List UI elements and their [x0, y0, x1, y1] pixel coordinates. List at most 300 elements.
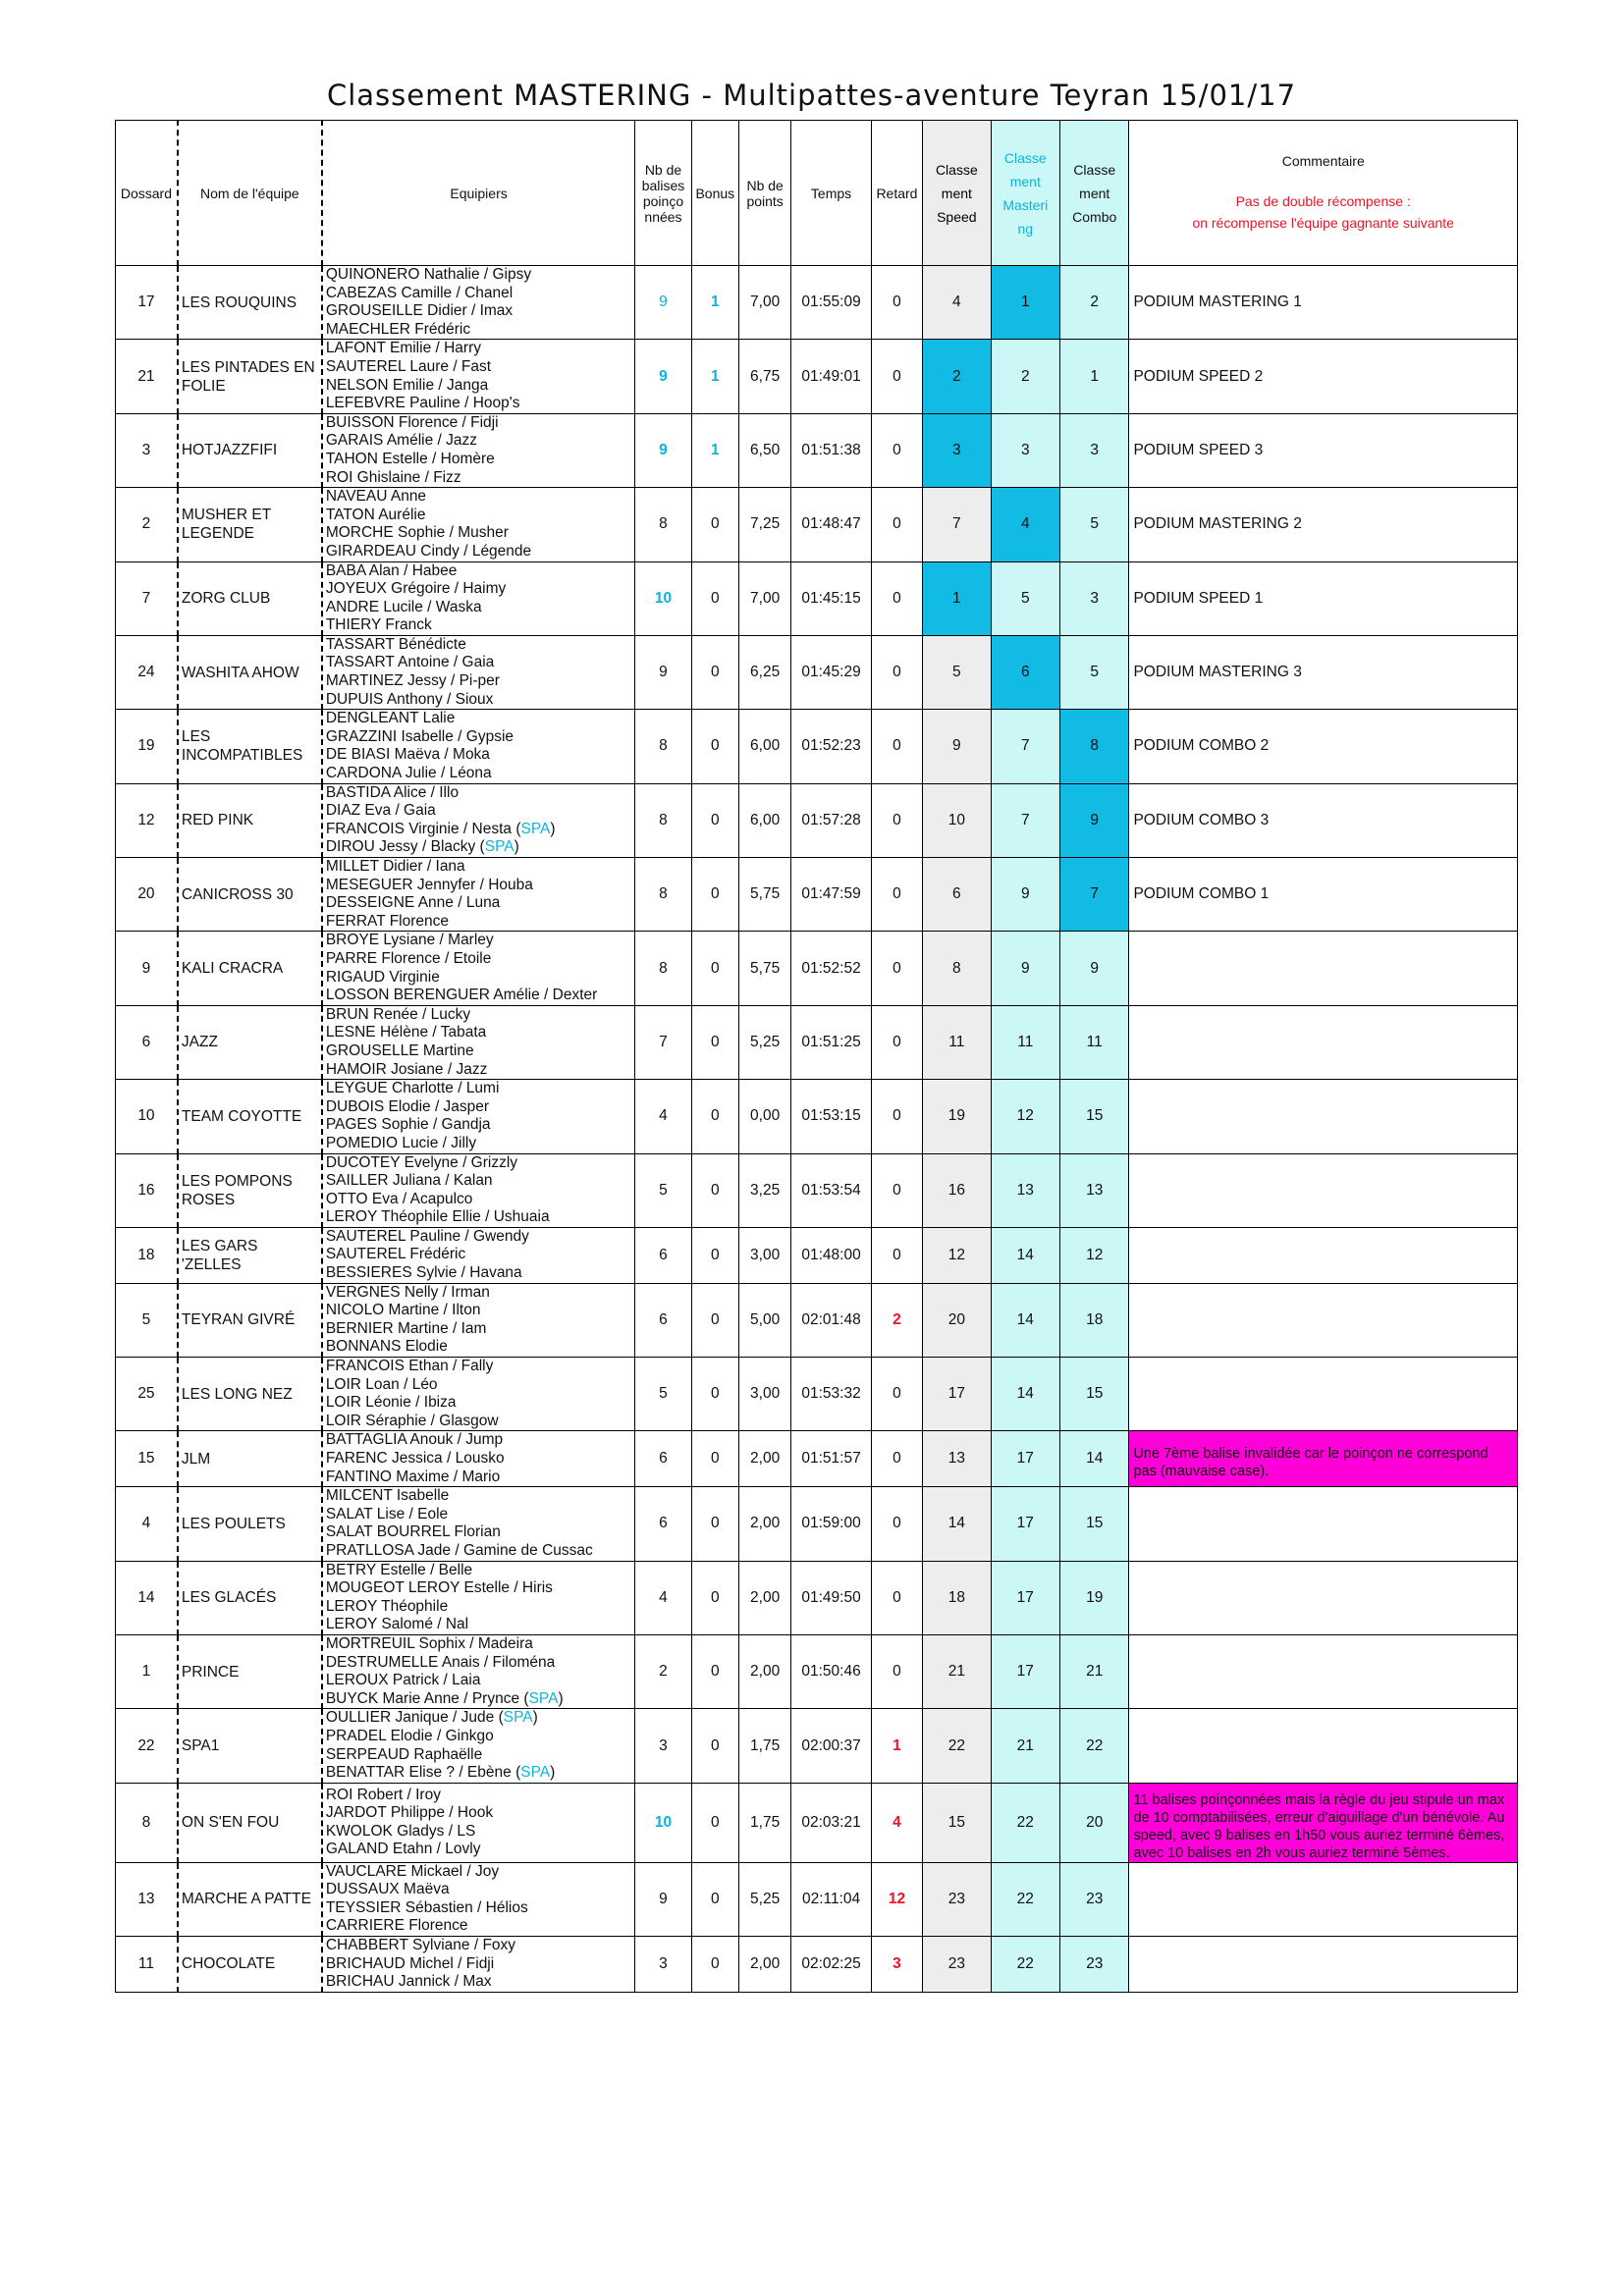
header-dossard: Dossard	[116, 121, 178, 266]
cell-commentaire: PODIUM SPEED 3	[1129, 413, 1518, 487]
cell-retard: 0	[871, 710, 922, 783]
cell-balises: 9	[635, 1862, 691, 1936]
cell-bonus: 1	[691, 266, 738, 340]
cell-classement-combo: 22	[1060, 1709, 1129, 1783]
cell-team-name: LES GLACÉS	[178, 1561, 322, 1634]
cell-commentaire: PODIUM MASTERING 1	[1129, 266, 1518, 340]
equipier-line: OULLIER Janique / Jude (SPA)	[325, 1709, 538, 1727]
header-balises: Nb de balises poinço nnées	[635, 121, 691, 266]
equipier-line: FRANCOIS Ethan / Fally	[325, 1358, 494, 1375]
equipier-line: PARRE Florence / Etoile	[325, 949, 492, 967]
cell-classement-combo: 5	[1060, 635, 1129, 709]
cell-balises: 6	[635, 1487, 691, 1561]
header-commentaire-label: Commentaire	[1281, 152, 1365, 169]
cell-bonus: 0	[691, 1153, 738, 1227]
equipier-line: MORCHE Sophie / Musher	[325, 524, 509, 542]
cell-classement-combo: 18	[1060, 1283, 1129, 1357]
cell-temps: 01:51:57	[791, 1431, 872, 1487]
cell-team-name: TEAM COYOTTE	[178, 1080, 322, 1153]
header-classement-combo: Classe ment Combo	[1060, 121, 1129, 266]
header-classement-speed: Classe ment Speed	[923, 121, 991, 266]
cell-equipiers	[322, 1487, 635, 1561]
cell-temps: 01:53:15	[791, 1080, 872, 1153]
cell-classement-speed: 9	[923, 710, 991, 783]
table-row	[116, 488, 1518, 561]
cell-balises: 10	[635, 1783, 691, 1862]
cell-classement-combo: 1	[1060, 340, 1129, 413]
equipier-line: QUINONERO Nathalie / Gipsy	[325, 266, 532, 283]
cell-equipiers	[322, 1937, 635, 1993]
cell-team-name: RED PINK	[178, 783, 322, 857]
cell-points: 2,00	[738, 1431, 790, 1487]
cell-points: 6,75	[738, 340, 790, 413]
cell-retard: 0	[871, 1227, 922, 1283]
equipier-line: DE BIASI Maëva / Moka	[325, 746, 490, 764]
cell-balises: 9	[635, 635, 691, 709]
cell-team-name: LES ROUQUINS	[178, 266, 322, 340]
cell-classement-mastering: 5	[991, 561, 1059, 635]
cell-bonus: 0	[691, 932, 738, 1005]
cell-classement-mastering: 22	[991, 1783, 1059, 1862]
cell-balises: 4	[635, 1561, 691, 1634]
cell-commentaire	[1129, 1358, 1518, 1431]
cell-equipiers	[322, 1561, 635, 1634]
table-row	[116, 1431, 1518, 1487]
cell-dossard: 8	[116, 1783, 178, 1862]
cell-bonus: 0	[691, 1709, 738, 1783]
cell-retard: 0	[871, 488, 922, 561]
cell-dossard: 5	[116, 1283, 178, 1357]
equipier-line: GIRARDEAU Cindy / Légende	[325, 542, 532, 560]
cell-team-name: ZORG CLUB	[178, 561, 322, 635]
table-row	[116, 1487, 1518, 1561]
cell-retard: 4	[871, 1783, 922, 1862]
equipier-line: DIROU Jessy / Blacky (SPA)	[325, 838, 519, 856]
spa-tag: SPA	[520, 1764, 551, 1782]
equipier-line: SAUTEREL Laure / Fast	[325, 357, 492, 375]
cell-bonus: 0	[691, 1005, 738, 1079]
cell-classement-speed: 11	[923, 1005, 991, 1079]
cell-equipiers	[322, 932, 635, 1005]
equipier-line: SALAT BOURREL Florian	[325, 1523, 501, 1541]
cell-points: 5,75	[738, 858, 790, 932]
cell-commentaire	[1129, 1634, 1518, 1708]
cell-equipiers	[322, 1153, 635, 1227]
cell-classement-mastering: 9	[991, 858, 1059, 932]
cell-bonus: 0	[691, 1937, 738, 1993]
equipier-line: MILLET Didier / Iana	[325, 858, 465, 875]
equipier-line: LEROY Théophile	[325, 1597, 449, 1615]
cell-classement-combo: 14	[1060, 1431, 1129, 1487]
cell-team-name: HOTJAZZFIFI	[178, 413, 322, 487]
cell-points: 3,00	[738, 1358, 790, 1431]
equipier-line: BABA Alan / Habee	[325, 561, 458, 579]
cell-points: 7,00	[738, 266, 790, 340]
cell-dossard: 11	[116, 1937, 178, 1993]
cell-points: 6,00	[738, 783, 790, 857]
cell-equipiers	[322, 858, 635, 932]
cell-points: 2,00	[738, 1487, 790, 1561]
cell-classement-speed: 13	[923, 1431, 991, 1487]
cell-team-name: JAZZ	[178, 1005, 322, 1079]
equipier-line: GROUSEILLE Didier / Imax	[325, 302, 514, 320]
cell-retard: 0	[871, 340, 922, 413]
cell-bonus: 0	[691, 1080, 738, 1153]
cell-commentaire	[1129, 1709, 1518, 1783]
cell-classement-speed: 16	[923, 1153, 991, 1227]
cell-temps: 01:52:23	[791, 710, 872, 783]
cell-bonus: 0	[691, 1783, 738, 1862]
table-row	[116, 1862, 1518, 1936]
cell-bonus: 0	[691, 1283, 738, 1357]
cell-points: 2,00	[738, 1634, 790, 1708]
cell-dossard: 16	[116, 1153, 178, 1227]
cell-bonus: 0	[691, 488, 738, 561]
cell-commentaire	[1129, 1283, 1518, 1357]
cell-classement-combo: 21	[1060, 1634, 1129, 1708]
table-row	[116, 783, 1518, 857]
equipier-line: GARAIS Amélie / Jazz	[325, 432, 478, 450]
equipier-line: THIERY Franck	[325, 616, 432, 634]
spa-tag: SPA	[528, 1689, 559, 1707]
cell-balises: 8	[635, 710, 691, 783]
cell-balises: 2	[635, 1634, 691, 1708]
equipier-line: PRATLLOSA Jade / Gamine de Cussac	[325, 1541, 593, 1559]
cell-commentaire: PODIUM SPEED 1	[1129, 561, 1518, 635]
cell-commentaire: PODIUM MASTERING 3	[1129, 635, 1518, 709]
cell-balises: 5	[635, 1358, 691, 1431]
header-bonus: Bonus	[691, 121, 738, 266]
cell-dossard: 7	[116, 561, 178, 635]
cell-balises: 9	[635, 266, 691, 340]
spa-tag: SPA	[503, 1709, 533, 1727]
equipier-line: SALAT Lise / Eole	[325, 1505, 449, 1522]
equipier-line: DUSSAUX Maëva	[325, 1881, 450, 1898]
equipier-line: PRADEL Elodie / Ginkgo	[325, 1727, 494, 1744]
cell-points: 2,00	[738, 1937, 790, 1993]
cell-dossard: 12	[116, 783, 178, 857]
cell-temps: 02:00:37	[791, 1709, 872, 1783]
cell-temps: 01:51:25	[791, 1005, 872, 1079]
cell-team-name: LES LONG NEZ	[178, 1358, 322, 1431]
equipier-line: LEFEBVRE Pauline / Hoop's	[325, 395, 520, 412]
table-row	[116, 710, 1518, 783]
cell-bonus: 0	[691, 1487, 738, 1561]
cell-points: 5,75	[738, 932, 790, 1005]
cell-classement-mastering: 14	[991, 1227, 1059, 1283]
cell-commentaire	[1129, 1862, 1518, 1936]
cell-dossard: 9	[116, 932, 178, 1005]
cell-bonus: 0	[691, 710, 738, 783]
cell-balises: 4	[635, 1080, 691, 1153]
cell-bonus: 0	[691, 1862, 738, 1936]
equipier-line: LEYGUE Charlotte / Lumi	[325, 1080, 500, 1097]
cell-team-name: ON S'EN FOU	[178, 1783, 322, 1862]
cell-dossard: 6	[116, 1005, 178, 1079]
equipier-line: MESEGUER Jennyfer / Houba	[325, 876, 533, 893]
equipier-line: OTTO Eva / Acapulco	[325, 1190, 473, 1207]
cell-dossard: 20	[116, 858, 178, 932]
cell-temps: 01:48:47	[791, 488, 872, 561]
equipier-line: FARENC Jessica / Lousko	[325, 1450, 505, 1467]
cell-bonus: 0	[691, 1358, 738, 1431]
cell-team-name: SPA1	[178, 1709, 322, 1783]
cell-retard: 0	[871, 1487, 922, 1561]
header-equipiers: Equipiers	[322, 121, 635, 266]
cell-temps: 01:50:46	[791, 1634, 872, 1708]
cell-balises: 6	[635, 1283, 691, 1357]
cell-retard: 1	[871, 1709, 922, 1783]
cell-dossard: 13	[116, 1862, 178, 1936]
cell-team-name: PRINCE	[178, 1634, 322, 1708]
cell-retard: 0	[871, 266, 922, 340]
header-classement-mastering: Classe ment Masteri ng	[991, 121, 1059, 266]
equipier-line: CARDONA Julie / Léona	[325, 765, 492, 782]
equipier-line: HAMOIR Josiane / Jazz	[325, 1060, 488, 1078]
equipier-line: DUPUIS Anthony / Sioux	[325, 690, 494, 708]
cell-temps: 02:11:04	[791, 1862, 872, 1936]
cell-classement-speed: 15	[923, 1783, 991, 1862]
equipier-line: LAFONT Emilie / Harry	[325, 340, 481, 357]
cell-retard: 0	[871, 932, 922, 1005]
cell-classement-combo: 8	[1060, 710, 1129, 783]
cell-classement-speed: 14	[923, 1487, 991, 1561]
cell-classement-speed: 17	[923, 1358, 991, 1431]
cell-classement-mastering: 17	[991, 1431, 1059, 1487]
cell-temps: 02:02:25	[791, 1937, 872, 1993]
cell-classement-speed: 5	[923, 635, 991, 709]
cell-dossard: 18	[116, 1227, 178, 1283]
cell-temps: 01:55:09	[791, 266, 872, 340]
cell-classement-speed: 21	[923, 1634, 991, 1708]
table-row	[116, 1358, 1518, 1431]
cell-dossard: 3	[116, 413, 178, 487]
cell-classement-combo: 20	[1060, 1783, 1129, 1862]
equipier-line: VAUCLARE Mickael / Joy	[325, 1862, 500, 1880]
equipier-line: LEROY Salomé / Nal	[325, 1616, 469, 1633]
equipier-line: JOYEUX Grégoire / Haimy	[325, 580, 507, 598]
cell-dossard: 17	[116, 266, 178, 340]
equipier-line: LESNE Hélène / Tabata	[325, 1024, 487, 1041]
cell-commentaire: PODIUM COMBO 2	[1129, 710, 1518, 783]
equipier-line: DENGLEANT Lalie	[325, 710, 456, 727]
cell-classement-combo: 23	[1060, 1937, 1129, 1993]
table-row	[116, 1937, 1518, 1993]
cell-classement-combo: 15	[1060, 1080, 1129, 1153]
equipier-line: BETRY Estelle / Belle	[325, 1561, 473, 1578]
equipier-line: VERGNES Nelly / Irman	[325, 1283, 490, 1301]
cell-team-name: LES INCOMPATIBLES	[178, 710, 322, 783]
equipier-line: ROI Ghislaine / Fizz	[325, 468, 461, 486]
cell-classement-mastering: 22	[991, 1862, 1059, 1936]
cell-classement-speed: 18	[923, 1561, 991, 1634]
cell-classement-speed: 23	[923, 1937, 991, 1993]
cell-classement-mastering: 21	[991, 1709, 1059, 1783]
cell-classement-combo: 9	[1060, 783, 1129, 857]
table-row	[116, 1153, 1518, 1227]
cell-equipiers	[322, 783, 635, 857]
cell-balises: 7	[635, 1005, 691, 1079]
cell-team-name: KALI CRACRA	[178, 932, 322, 1005]
cell-equipiers	[322, 1783, 635, 1862]
cell-temps: 01:57:28	[791, 783, 872, 857]
table-row	[116, 340, 1518, 413]
cell-temps: 01:48:00	[791, 1227, 872, 1283]
equipier-line: SAUTEREL Frédéric	[325, 1246, 466, 1263]
cell-retard: 12	[871, 1862, 922, 1936]
table-row	[116, 266, 1518, 340]
equipier-line: CHABBERT Sylviane / Foxy	[325, 1937, 516, 1954]
cell-retard: 0	[871, 1358, 922, 1431]
cell-retard: 0	[871, 858, 922, 932]
cell-classement-mastering: 3	[991, 413, 1059, 487]
header-note-line2: on récompense l'équipe gagnante suivante	[1192, 214, 1454, 231]
equipier-line: LOIR Léonie / Ibiza	[325, 1394, 457, 1412]
header-temps: Temps	[791, 121, 872, 266]
cell-classement-mastering: 1	[991, 266, 1059, 340]
cell-classement-mastering: 14	[991, 1358, 1059, 1431]
cell-temps: 01:47:59	[791, 858, 872, 932]
cell-classement-mastering: 2	[991, 340, 1059, 413]
cell-classement-mastering: 12	[991, 1080, 1059, 1153]
equipier-line: GROUSELLE Martine	[325, 1041, 474, 1059]
cell-classement-combo: 9	[1060, 932, 1129, 1005]
equipier-line: MOUGEOT LEROY Estelle / Hiris	[325, 1579, 553, 1597]
cell-classement-mastering: 9	[991, 932, 1059, 1005]
equipier-line: ROI Robert / Iroy	[325, 1786, 441, 1803]
cell-points: 7,25	[738, 488, 790, 561]
equipier-line: GRAZZINI Isabelle / Gypsie	[325, 727, 514, 745]
cell-classement-speed: 12	[923, 1227, 991, 1283]
ranking-body	[116, 266, 1518, 1993]
cell-classement-combo: 2	[1060, 266, 1129, 340]
cell-team-name: WASHITA AHOW	[178, 635, 322, 709]
equipier-line: JARDOT Philippe / Hook	[325, 1804, 494, 1822]
cell-team-name: TEYRAN GIVRÉ	[178, 1283, 322, 1357]
equipier-line: POMEDIO Lucie / Jilly	[325, 1134, 477, 1151]
cell-retard: 0	[871, 1431, 922, 1487]
equipier-line: BRICHAU Jannick / Max	[325, 1973, 492, 1991]
equipier-line: LOIR Loan / Léo	[325, 1375, 438, 1393]
cell-bonus: 0	[691, 1634, 738, 1708]
equipier-line: BRUN Renée / Lucky	[325, 1005, 471, 1023]
cell-equipiers	[322, 1005, 635, 1079]
cell-commentaire	[1129, 932, 1518, 1005]
cell-dossard: 14	[116, 1561, 178, 1634]
cell-balises: 3	[635, 1937, 691, 1993]
cell-dossard: 4	[116, 1487, 178, 1561]
cell-team-name: CANICROSS 30	[178, 858, 322, 932]
cell-balises: 6	[635, 1227, 691, 1283]
cell-team-name: LES POULETS	[178, 1487, 322, 1561]
cell-balises: 3	[635, 1709, 691, 1783]
cell-commentaire: 11 balises poinçonnées mais la règle du jeu stipule un max de 10 comptabilisées, erreur d'aiguillage d'un bénévole. Au speed, avec 9 balises en 1h50 vous auriez terminé 6èmes, avec 10 balises en 2h vous auriez terminé 5èmes.	[1129, 1783, 1518, 1862]
cell-dossard: 10	[116, 1080, 178, 1153]
header-note-line1: Pas de double récompense :	[1235, 192, 1411, 209]
cell-team-name: MUSHER ET LEGENDE	[178, 488, 322, 561]
cell-equipiers	[322, 635, 635, 709]
equipier-line: MORTREUIL Sophix / Madeira	[325, 1634, 533, 1652]
equipier-line: LOSSON BERENGUER Amélie / Dexter	[325, 987, 598, 1004]
header-retard: Retard	[871, 121, 922, 266]
cell-equipiers	[322, 1283, 635, 1357]
cell-dossard: 19	[116, 710, 178, 783]
cell-bonus: 0	[691, 635, 738, 709]
cell-retard: 0	[871, 1080, 922, 1153]
equipier-line: KWOLOK Gladys / LS	[325, 1822, 476, 1840]
cell-points: 5,25	[738, 1005, 790, 1079]
cell-classement-mastering: 6	[991, 635, 1059, 709]
cell-equipiers	[322, 561, 635, 635]
cell-classement-speed: 19	[923, 1080, 991, 1153]
cell-classement-combo: 15	[1060, 1487, 1129, 1561]
cell-commentaire	[1129, 1561, 1518, 1634]
equipier-line: SERPEAUD Raphaëlle	[325, 1745, 483, 1763]
equipier-line: NICOLO Martine / Ilton	[325, 1302, 481, 1319]
cell-bonus: 0	[691, 1431, 738, 1487]
page-title: Classement MASTERING - Multipattes-aventure Teyran 15/01/17	[326, 79, 1297, 112]
cell-team-name: CHOCOLATE	[178, 1937, 322, 1993]
cell-retard: 2	[871, 1283, 922, 1357]
cell-classement-mastering: 13	[991, 1153, 1059, 1227]
cell-classement-combo: 15	[1060, 1358, 1129, 1431]
cell-balises: 8	[635, 932, 691, 1005]
header-commentaire	[1129, 121, 1518, 266]
cell-commentaire	[1129, 1227, 1518, 1283]
equipier-line: BESSIERES Sylvie / Havana	[325, 1264, 522, 1282]
equipier-line: CARRIERE Florence	[325, 1917, 468, 1935]
cell-equipiers	[322, 710, 635, 783]
cell-classement-speed: 10	[923, 783, 991, 857]
cell-dossard: 22	[116, 1709, 178, 1783]
cell-dossard: 2	[116, 488, 178, 561]
cell-classement-mastering: 17	[991, 1634, 1059, 1708]
cell-team-name: LES PINTADES EN FOLIE	[178, 340, 322, 413]
cell-classement-combo: 19	[1060, 1561, 1129, 1634]
cell-classement-mastering: 7	[991, 710, 1059, 783]
cell-commentaire: PODIUM MASTERING 2	[1129, 488, 1518, 561]
cell-retard: 0	[871, 1153, 922, 1227]
cell-points: 1,75	[738, 1783, 790, 1862]
cell-equipiers	[322, 1862, 635, 1936]
cell-points: 6,50	[738, 413, 790, 487]
cell-dossard: 15	[116, 1431, 178, 1487]
equipier-line: MARTINEZ Jessy / Pi-per	[325, 672, 500, 690]
cell-balises: 9	[635, 413, 691, 487]
equipier-line: SAUTEREL Pauline / Gwendy	[325, 1227, 529, 1245]
cell-bonus: 1	[691, 340, 738, 413]
equipier-line: FRANCOIS Virginie / Nesta (SPA)	[325, 820, 556, 837]
cell-temps: 02:01:48	[791, 1283, 872, 1357]
equipier-line: BROYE Lysiane / Marley	[325, 932, 494, 949]
spa-tag: SPA	[484, 838, 514, 856]
equipier-line: NELSON Emilie / Janga	[325, 376, 489, 394]
cell-classement-speed: 4	[923, 266, 991, 340]
equipier-line: SAILLER Juliana / Kalan	[325, 1172, 493, 1190]
cell-balises: 10	[635, 561, 691, 635]
table-row	[116, 932, 1518, 1005]
equipier-line: LOIR Séraphie / Glasgow	[325, 1412, 499, 1429]
cell-bonus: 0	[691, 858, 738, 932]
cell-balises: 8	[635, 783, 691, 857]
header-points: Nb de points	[738, 121, 790, 266]
cell-temps: 01:51:38	[791, 413, 872, 487]
cell-points: 2,00	[738, 1561, 790, 1634]
cell-retard: 0	[871, 561, 922, 635]
cell-classement-speed: 23	[923, 1862, 991, 1936]
cell-classement-combo: 3	[1060, 561, 1129, 635]
cell-bonus: 0	[691, 1227, 738, 1283]
